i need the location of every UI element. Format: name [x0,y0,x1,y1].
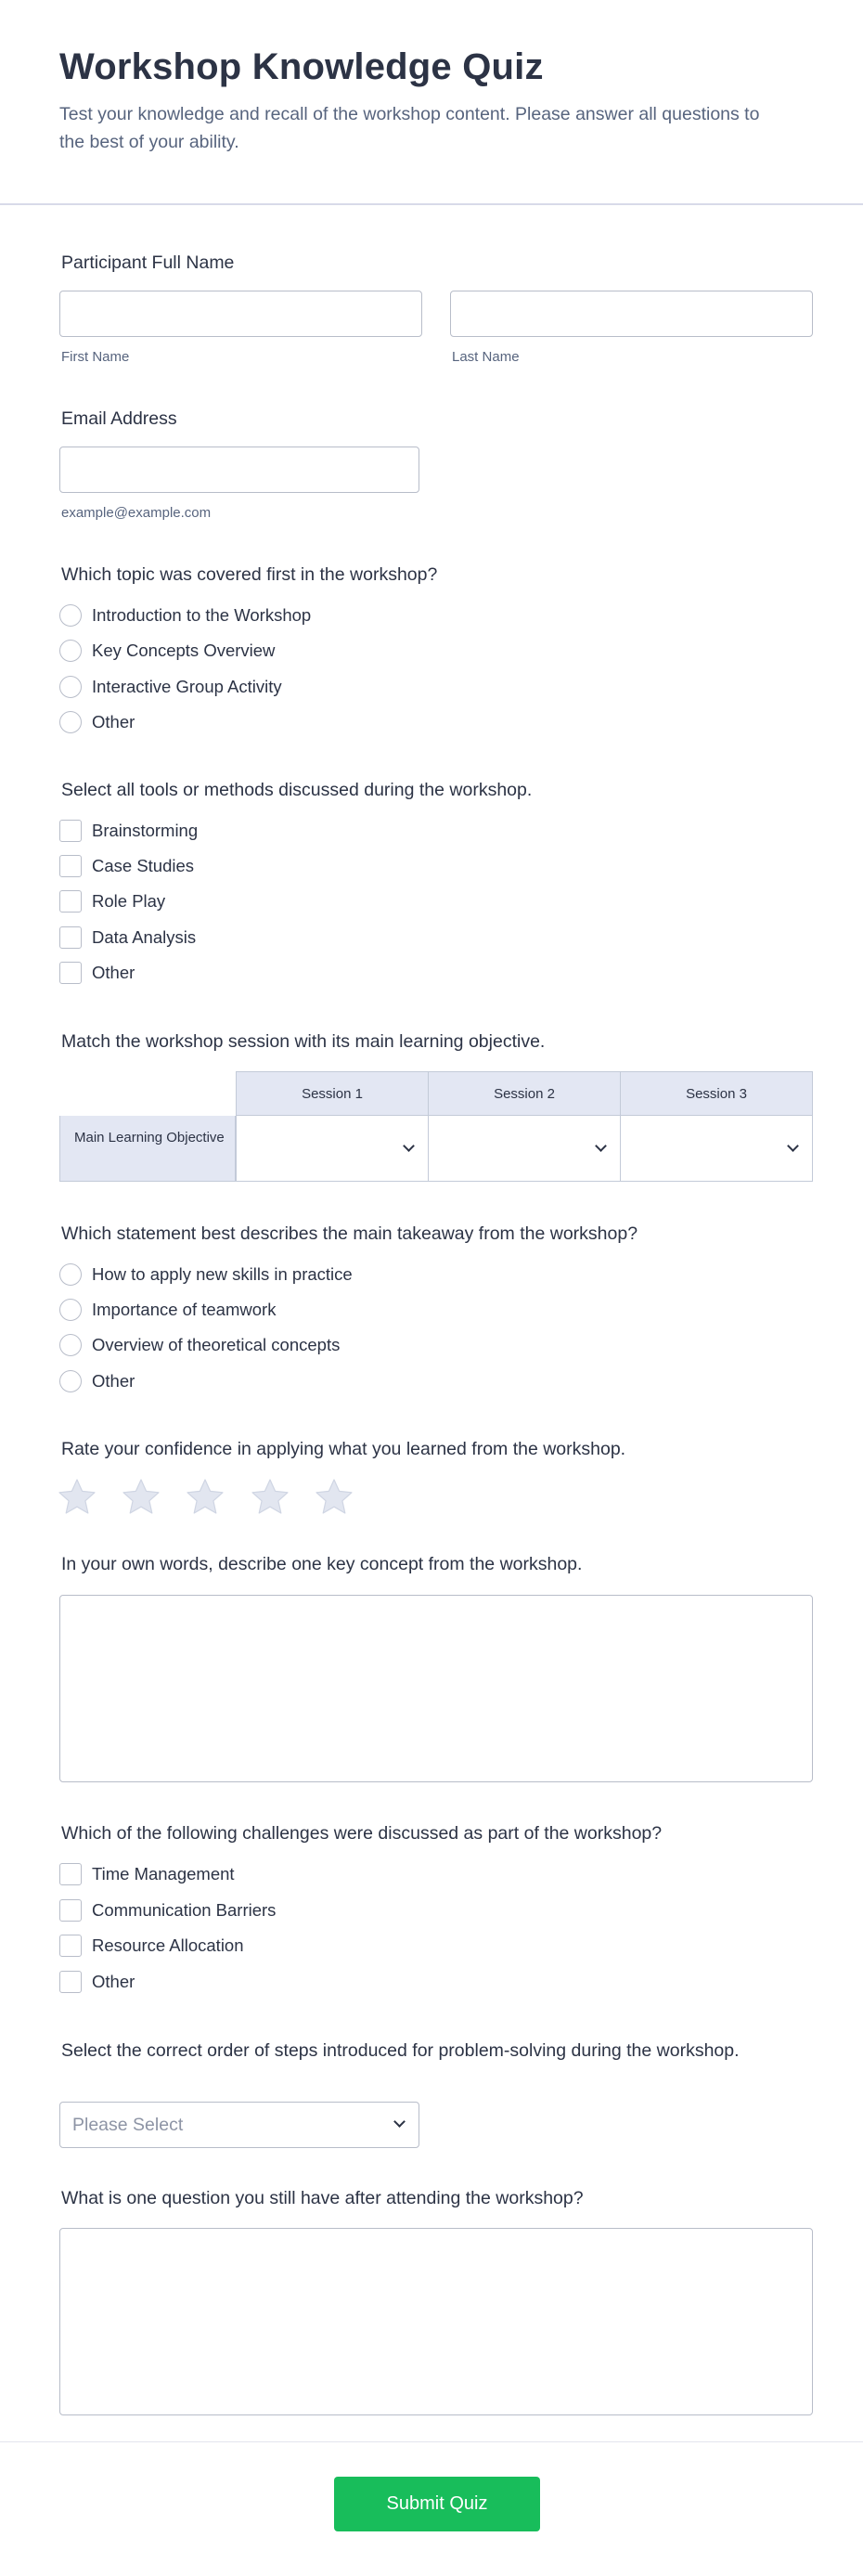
tools-option[interactable] [59,888,165,914]
first-topic-label: Which topic was covered first in the workshop? [61,564,438,585]
first-topic-option[interactable] [59,674,282,700]
option-label: Other [92,712,135,731]
checkbox[interactable] [59,1935,82,1957]
order-dropdown-value: Please Select [72,2115,184,2135]
first-name-sublabel: First Name [61,349,130,365]
option-label: Data Analysis [92,927,197,947]
takeaway-option[interactable] [59,1332,340,1358]
first-topic-option[interactable] [59,638,275,664]
chevron-down-icon [403,1140,415,1152]
chevron-down-icon [787,1140,799,1152]
checkbox[interactable] [59,1863,82,1885]
radio-button[interactable] [59,676,82,698]
option-label: Interactive Group Activity [92,677,282,696]
tools-option[interactable] [59,960,135,986]
tools-option[interactable] [59,925,196,951]
form-title: Workshop Knowledge Quiz [59,46,544,87]
takeaway-option[interactable] [59,1297,276,1323]
form-header [0,0,863,205]
checkbox[interactable] [59,926,82,949]
remaining-question-label: What is one question you still have after attending the workshop? [61,2188,584,2208]
email-input[interactable] [59,447,419,493]
order-label: Select the correct order of steps introduced for problem-solving during the workshop. [61,2040,740,2061]
tools-option[interactable] [59,853,194,879]
takeaway-option[interactable] [59,1368,135,1394]
first-name-input[interactable] [59,291,422,337]
takeaway-label: Which statement best describes the main takeaway from the workshop? [61,1223,638,1244]
chevron-down-icon [393,2116,406,2128]
star-icon[interactable] [122,1478,161,1517]
form-subtitle: Test your knowledge and recall of the workshop content. Please answer all questions to the best of your ability. [59,104,760,152]
star-icon[interactable] [186,1478,225,1517]
key-concept-label: In your own words, describe one key concept from the workshop. [61,1554,583,1574]
checkbox[interactable] [59,820,82,842]
star-icon[interactable] [58,1478,97,1517]
option-label: Communication Barriers [92,1900,277,1920]
radio-button[interactable] [59,1334,82,1356]
full-name-label: Participant Full Name [61,252,235,273]
option-label: How to apply new skills in practice [92,1264,353,1284]
email-sublabel: example@example.com [61,505,212,521]
remaining-question-textarea[interactable] [59,2228,813,2415]
first-topic-option[interactable] [59,602,311,628]
radio-button[interactable] [59,1263,82,1286]
challenges-option[interactable] [59,1861,235,1887]
option-label: Other [92,1972,135,1991]
option-label: Brainstorming [92,821,199,840]
last-name-sublabel: Last Name [452,349,520,365]
checkbox[interactable] [59,1899,82,1922]
radio-button[interactable] [59,604,82,627]
chevron-down-icon [595,1140,607,1152]
option-label: Importance of teamwork [92,1300,277,1319]
checkbox[interactable] [59,1971,82,1993]
challenges-option[interactable] [59,1897,276,1923]
option-label: Time Management [92,1864,235,1883]
option-label: Other [92,963,135,982]
option-label: Introduction to the Workshop [92,605,312,625]
session-2-dropdown[interactable] [428,1116,621,1182]
first-topic-option[interactable] [59,709,135,735]
order-dropdown[interactable] [59,2102,419,2148]
matrix-label: Match the workshop session with its main learning objective. [61,1031,546,1052]
email-label: Email Address [61,408,177,429]
tools-label: Select all tools or methods discussed during the workshop. [61,780,533,800]
last-name-input[interactable] [450,291,813,337]
option-label: Role Play [92,891,166,911]
radio-button[interactable] [59,640,82,662]
checkbox[interactable] [59,855,82,877]
session-matrix [59,1071,813,1182]
option-label: Key Concepts Overview [92,641,276,660]
matrix-column-header: Session 2 [428,1071,621,1116]
checkbox[interactable] [59,890,82,913]
radio-button[interactable] [59,711,82,733]
option-label: Other [92,1371,135,1391]
matrix-column-header: Session 3 [620,1071,813,1116]
session-1-dropdown[interactable] [236,1116,429,1182]
option-label: Resource Allocation [92,1935,244,1955]
star-icon[interactable] [315,1478,354,1517]
challenges-option[interactable] [59,1969,135,1995]
key-concept-textarea[interactable] [59,1595,813,1782]
challenges-label: Which of the following challenges were discussed as part of the workshop? [61,1823,663,1844]
matrix-row-label: Main Learning Objective [59,1116,236,1182]
matrix-column-header: Session 1 [236,1071,429,1116]
session-3-dropdown[interactable] [620,1116,813,1182]
confidence-label: Rate your confidence in applying what you learned from the workshop. [61,1439,626,1459]
option-label: Overview of theoretical concepts [92,1335,341,1354]
checkbox[interactable] [59,962,82,984]
challenges-option[interactable] [59,1933,244,1959]
takeaway-option[interactable] [59,1262,353,1288]
option-label: Case Studies [92,856,195,875]
tools-option[interactable] [59,818,198,844]
radio-button[interactable] [59,1370,82,1392]
submit-button[interactable]: Submit Quiz [334,2477,540,2531]
radio-button[interactable] [59,1299,82,1321]
star-icon[interactable] [251,1478,290,1517]
